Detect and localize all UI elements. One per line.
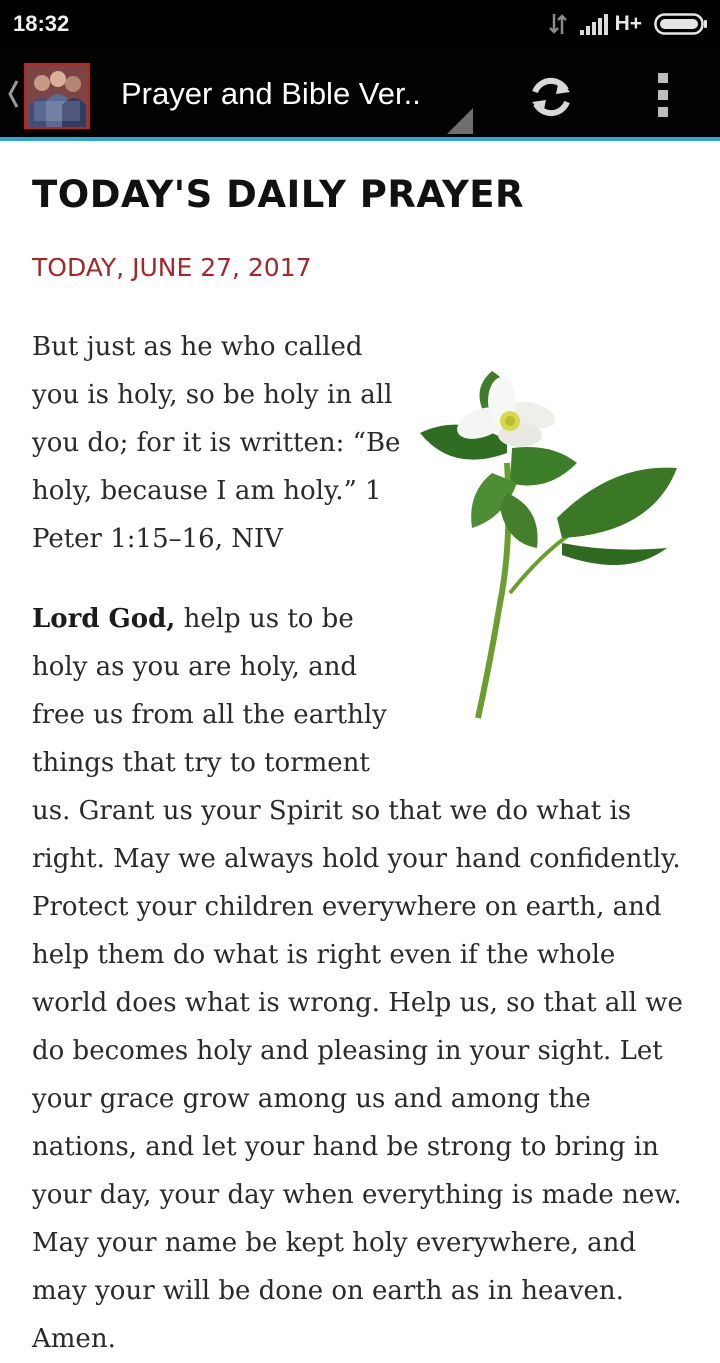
prayer-lead: Lord God, (32, 604, 176, 634)
overflow-menu-icon[interactable] (650, 70, 678, 120)
dropdown-indicator-icon[interactable] (447, 108, 473, 134)
data-activity-icon (547, 12, 569, 36)
page-title: TODAY'S DAILY PRAYER (32, 173, 525, 216)
app-logo[interactable] (24, 63, 90, 129)
app-bar (0, 48, 720, 141)
network-type: H+ (614, 12, 642, 35)
app-title[interactable]: Prayer and Bible Ver.. (121, 76, 421, 111)
prayer-body-text: help us to be holy as you are holy, and free us from all the earthly things that try to torment us. Grant us your Spirit so that we do what is right. May we always hold your hand confidently. Protect your children everywhere on earth, and help them do what is right even if the whole world does what is wrong. Help us, so that all we do becomes holy and pleasing in your sight. Let your grace grow among us and among the nations, and let your hand be strong to bring in your day, your day when everything is made new. May your name be kept holy everywhere, and may your will be done on earth as in heaven. Amen. (32, 604, 683, 1354)
bible-verse: But just as he who called you is holy, so be holy in all you do; for it is written: “Be holy, because I am holy.” 1 Peter 1:15–16, NIV (32, 332, 401, 554)
battery-icon (654, 13, 708, 35)
status-time: 18:32 (13, 11, 70, 36)
signal-icon (579, 13, 609, 35)
status-bar (0, 0, 720, 48)
flower-image (412, 343, 692, 743)
status-icons (547, 10, 708, 38)
refresh-icon[interactable] (526, 72, 576, 122)
prayer-date: TODAY, JUNE 27, 2017 (32, 253, 312, 282)
back-chevron-icon[interactable] (6, 78, 20, 110)
app-logo-image (26, 65, 88, 127)
prayer-body (32, 323, 692, 1363)
